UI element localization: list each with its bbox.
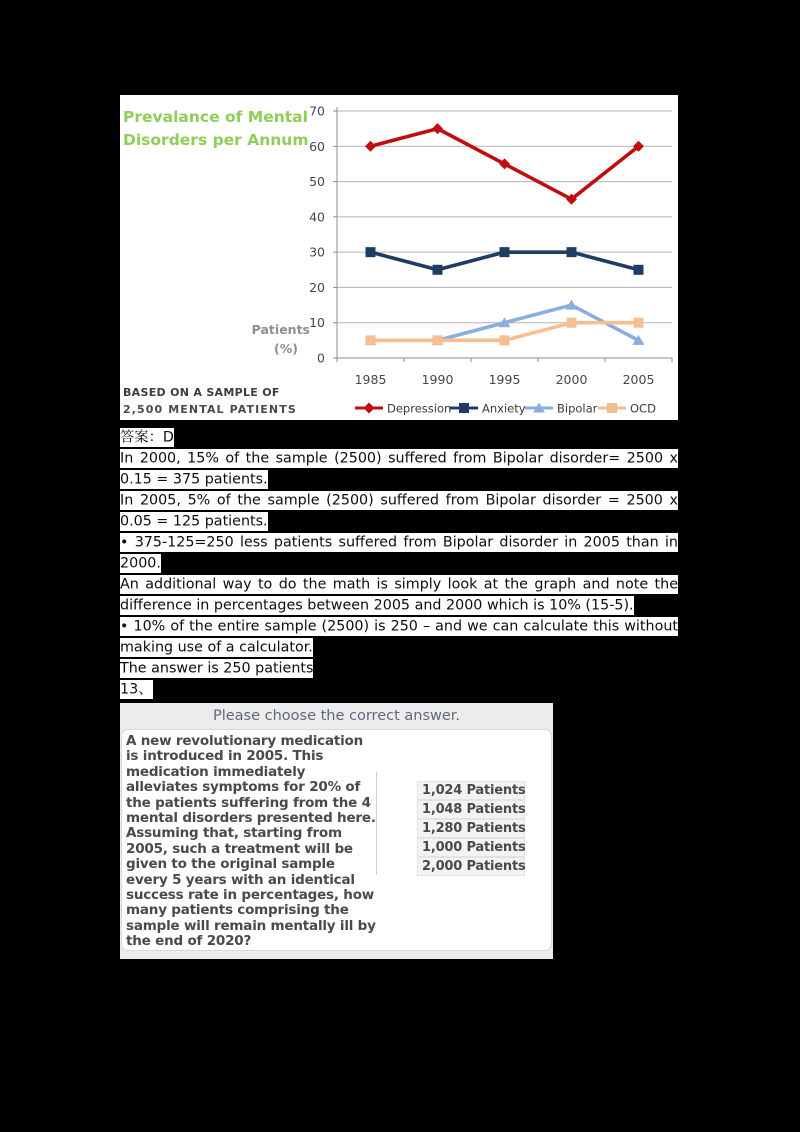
question-box <box>121 729 552 951</box>
x-tick-label: 1990 <box>421 372 454 387</box>
chart-title: Prevalance of Mental <box>123 108 308 126</box>
legend-item-anxiety <box>450 402 526 416</box>
y-tick-label: 20 <box>309 279 325 295</box>
answer-option-2[interactable]: 1,048 Patients <box>417 800 525 819</box>
solution-line: • 10% of the entire sample (2500) is 250 – and we can calculate this without making use of a calculator. <box>120 618 678 655</box>
answer-line: 答案：D <box>120 429 174 445</box>
legend-item-bipolar <box>525 402 598 416</box>
y-axis-label: (%) <box>274 341 298 356</box>
legend-item-ocd <box>598 402 656 416</box>
question-text: A new revolutionary medication is introduced in 2005. This medication immediately alleviates symptoms for 20% of the patients suffering from the 4 mental disorders presented here. Assuming that, starting from 2005, such a treatment will be given to the original sample every 5 years with an identical success rate in percentages, how many patients comprising the sample will remain mentally ill by the end of 2020? <box>126 733 376 950</box>
chart-panel <box>120 95 678 420</box>
sample-footnote: 2,500 MENTAL PATIENTS <box>123 403 297 416</box>
y-tick-label: 30 <box>309 244 325 260</box>
solution-section <box>120 427 678 700</box>
y-axis-label: Patients <box>251 322 310 337</box>
solution-line: The answer is 250 patients <box>120 660 314 676</box>
svg-text:Bipolar: Bipolar <box>557 401 598 416</box>
x-tick-label: 2005 <box>622 372 655 387</box>
y-tick-label: 50 <box>309 174 325 190</box>
answer-option-5[interactable]: 2,000 Patients <box>417 857 525 876</box>
y-tick-label: 10 <box>309 315 325 331</box>
answer-option-4[interactable]: 1,000 Patients <box>417 838 525 857</box>
solution-line: • 375-125=250 less patients suffered from Bipolar disorder in 2005 than in 2000. <box>120 534 678 571</box>
series-depression <box>365 123 644 205</box>
y-tick-label: 70 <box>309 103 325 119</box>
vertical-divider <box>376 772 377 875</box>
sample-footnote: BASED ON A SAMPLE OF <box>123 386 280 399</box>
question-card <box>120 703 553 959</box>
question-number-line: 13、 <box>120 681 153 697</box>
question-prompt: Please choose the correct answer. <box>120 703 553 729</box>
y-tick-label: 0 <box>317 350 325 366</box>
y-tick-label: 40 <box>309 209 325 225</box>
svg-text:OCD: OCD <box>630 401 656 416</box>
solution-line: An additional way to do the math is simply look at the graph and note the difference in percentages between 2005 and 2000 which is 10% (15-5). <box>120 576 678 613</box>
answer-option-1[interactable]: 1,024 Patients <box>417 781 525 800</box>
x-tick-label: 2000 <box>555 372 588 387</box>
legend-item-depression <box>355 402 451 416</box>
prevalence-line-chart <box>120 95 678 420</box>
y-tick-label: 60 <box>309 138 325 154</box>
options-list <box>417 781 525 876</box>
chart-title: Disorders per Annum <box>123 131 309 149</box>
x-tick-label: 1985 <box>354 372 387 387</box>
svg-text:Depression: Depression <box>387 401 452 416</box>
series-anxiety <box>366 247 644 275</box>
svg-text:Anxiety: Anxiety <box>482 401 526 416</box>
solution-line: In 2000, 15% of the sample (2500) suffered from Bipolar disorder= 2500 x 0.15 = 375 patients. <box>120 450 678 487</box>
x-tick-label: 1995 <box>488 372 521 387</box>
solution-line: In 2005, 5% of the sample (2500) suffered from Bipolar disorder = 2500 x 0.05 = 125 patients. <box>120 492 678 529</box>
answer-option-3[interactable]: 1,280 Patients <box>417 819 525 838</box>
